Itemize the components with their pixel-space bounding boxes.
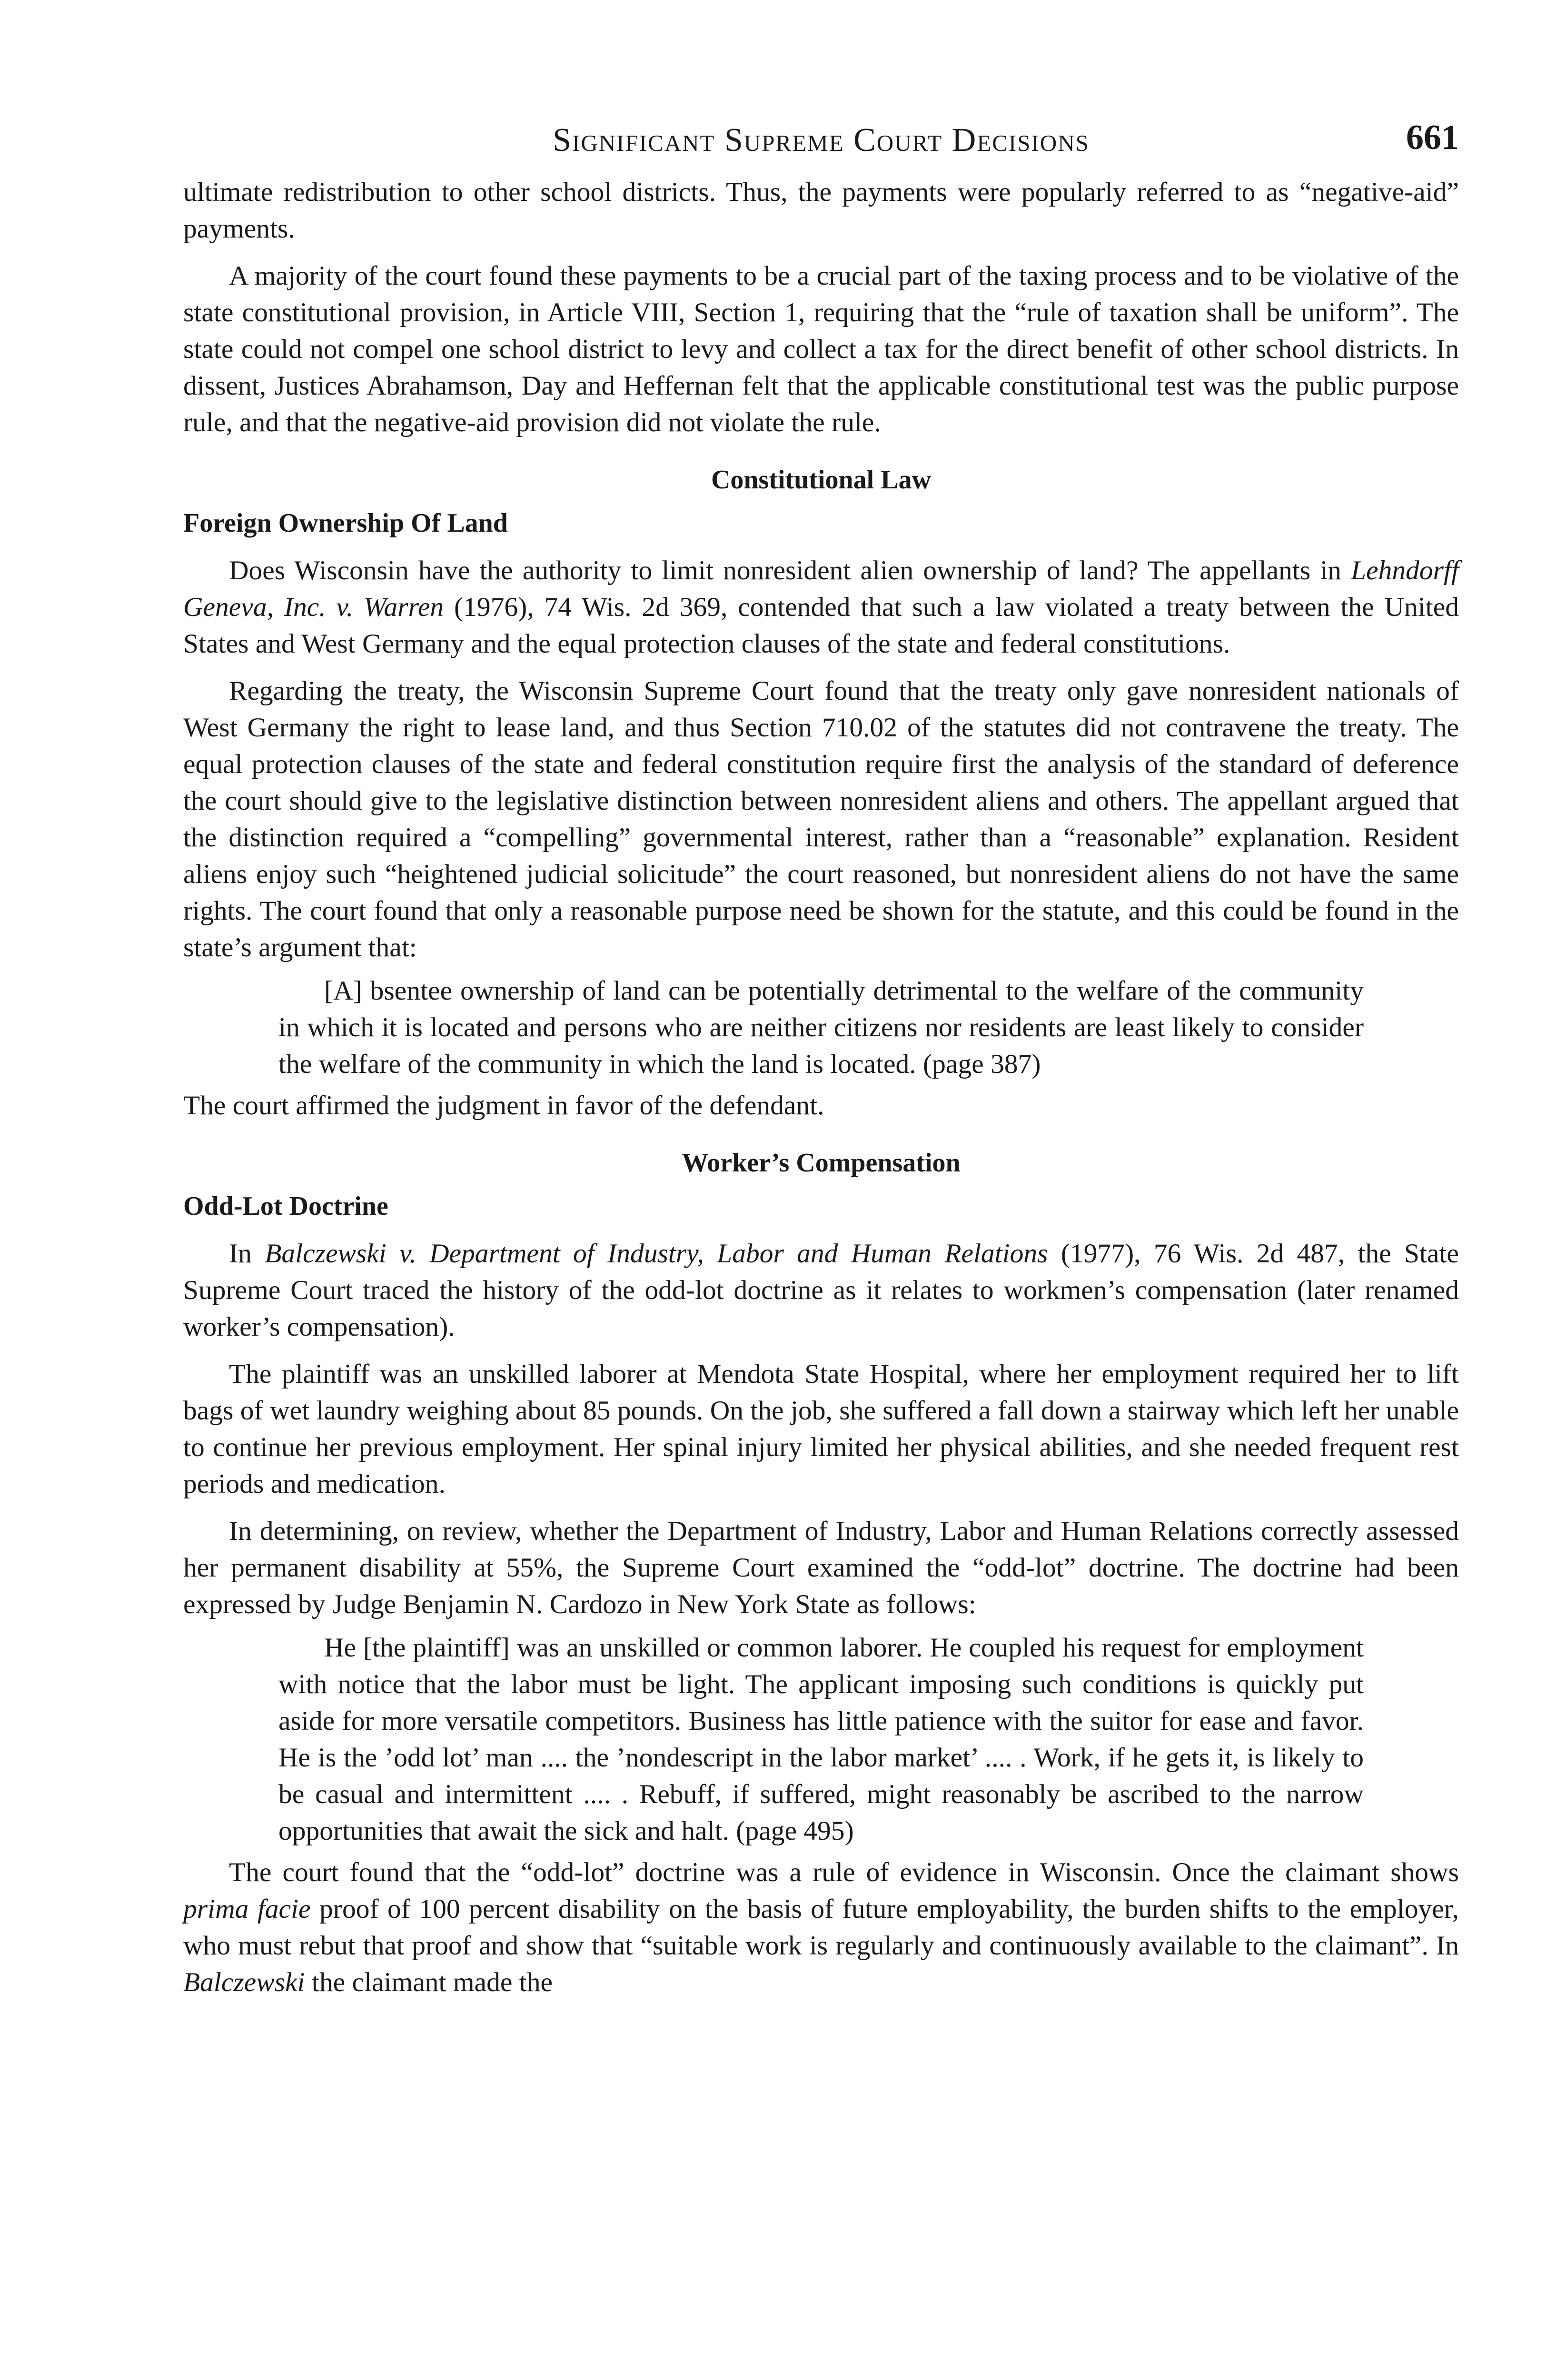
- paragraph-rule-of-evidence: The court found that the “odd-lot” doctrine was a rule of evidence in Wisconsin. Once the claimant shows prima facie proof of 100 percent disability on the basis of future employability, the burden shifts to the employer, who must rebut that proof and show that “suitable work is regularly and continuously available to the claimant”. In Balczewski the claimant made the: [183, 1857, 1459, 1997]
- paragraph-lehndorff: Does Wisconsin have the authority to limit nonresident alien ownership of land? The appellants in Lehndorff Geneva, Inc. v. Warren (1976), 74 Wis. 2d 369, contended that such a law violated a treaty between the United States and West Germany and the equal protection clauses of the state and federal constitutions.: [183, 555, 1459, 659]
- block-quote-cardozo: He [the plaintiff] was an unskilled or common laborer. He coupled his request for employment with notice that the labor must be light. The applicant imposing such conditions is quickly put aside for more versatile competitors. Business has little patience with the suitor for ease and favor. He is the ’odd lot’ man .... the ’nondescript in the labor market’ .... . Work, if he gets it, is likely to be casual and intermittent .... . Rebuff, if suffered, might reasonably be ascribed to the narrow opportunities that await the sick and halt. (page 495): [278, 1633, 1364, 1846]
- block-quote-absentee: [A] bsentee ownership of land can be potentially detrimental to the welfare of the community in which it is located and persons who are neither citizens nor residents are least likely to consider the welfare of the community in which the land is located. (page 387): [278, 976, 1364, 1079]
- paragraph-treaty: Regarding the treaty, the Wisconsin Supreme Court found that the treaty only gave nonresident nationals of West Germany the right to lease land, and thus Section 710.02 of the statutes did not contravene the treaty. The equal protection clauses of the state and federal constitution require first the analysis of the standard of deference the court should give to the legislative distinction between nonresident aliens and others. The appellant argued that the distinction required a “compelling” governmental interest, rather than a “reasonable” explanation. Resident aliens enjoy such “heightened judicial solicitude” the court reasoned, but nonresident aliens do not have the same rights. The court found that only a reasonable purpose need be shown for the statute, and this could be found in the state’s argument that:: [183, 676, 1459, 962]
- document-page: [183, 118, 1459, 2001]
- paragraph-affirmed: The court affirmed the judgment in favor of the defendant.: [183, 1091, 824, 1121]
- subheading-foreign-ownership: Foreign Ownership Of Land: [183, 508, 508, 538]
- case-name-balczewski-2: Balczewski: [183, 1967, 305, 1997]
- paragraph-determining: In determining, on review, whether the Department of Industry, Labor and Human Relations correctly assessed her permanent disability at 55%, the Supreme Court examined the “odd-lot” doctrine. The doctrine had been expressed by Judge Benjamin N. Cardozo in New York State as follows:: [183, 1516, 1459, 1619]
- page-number: 661: [1406, 118, 1459, 157]
- case-name-lehndorff: Lehndorff Geneva, Inc. v. Warren: [183, 555, 1459, 622]
- section-heading-workers-compensation: Worker’s Compensation: [682, 1148, 961, 1178]
- running-title: Significant Supreme Court Decisions: [553, 122, 1090, 159]
- paragraph-continuation: ultimate redistribution to other school districts. Thus, the payments were popularly referred to as “negative-aid” payments.: [183, 177, 1459, 244]
- section-heading-constitutional-law: Constitutional Law: [711, 465, 932, 495]
- term-prima-facie: prima facie: [183, 1894, 311, 1924]
- case-name-balczewski: Balczewski v. Department of Industry, Labor and Human Relations: [265, 1239, 1048, 1269]
- running-head: [183, 118, 1459, 174]
- paragraph-balczewski: In Balczewski v. Department of Industry, Labor and Human Relations (1977), 76 Wis. 2d 487, the State Supreme Court traced the history of the odd-lot doctrine as it relates to workmen’s compensation (later renamed worker’s compensation).: [183, 1239, 1459, 1342]
- paragraph-majority: A majority of the court found these payments to be a crucial part of the taxing process and to be violative of the state constitutional provision, in Article VIII, Section 1, requiring that the “rule of taxation shall be uniform”. The state could not compel one school district to levy and collect a tax for the direct benefit of other school districts. In dissent, Justices Abrahamson, Day and Heffernan felt that the applicable constitutional test was the public purpose rule, and that the negative-aid provision did not violate the rule.: [183, 261, 1459, 437]
- paragraph-plaintiff: The plaintiff was an unskilled laborer at Mendota State Hospital, where her employment required her to lift bags of wet laundry weighing about 85 pounds. On the job, she suffered a fall down a stairway which left her unable to continue her previous employment. Her spinal injury limited her physical abilities, and she needed frequent rest periods and medication.: [183, 1359, 1459, 1499]
- subheading-odd-lot: Odd-Lot Doctrine: [183, 1191, 388, 1221]
